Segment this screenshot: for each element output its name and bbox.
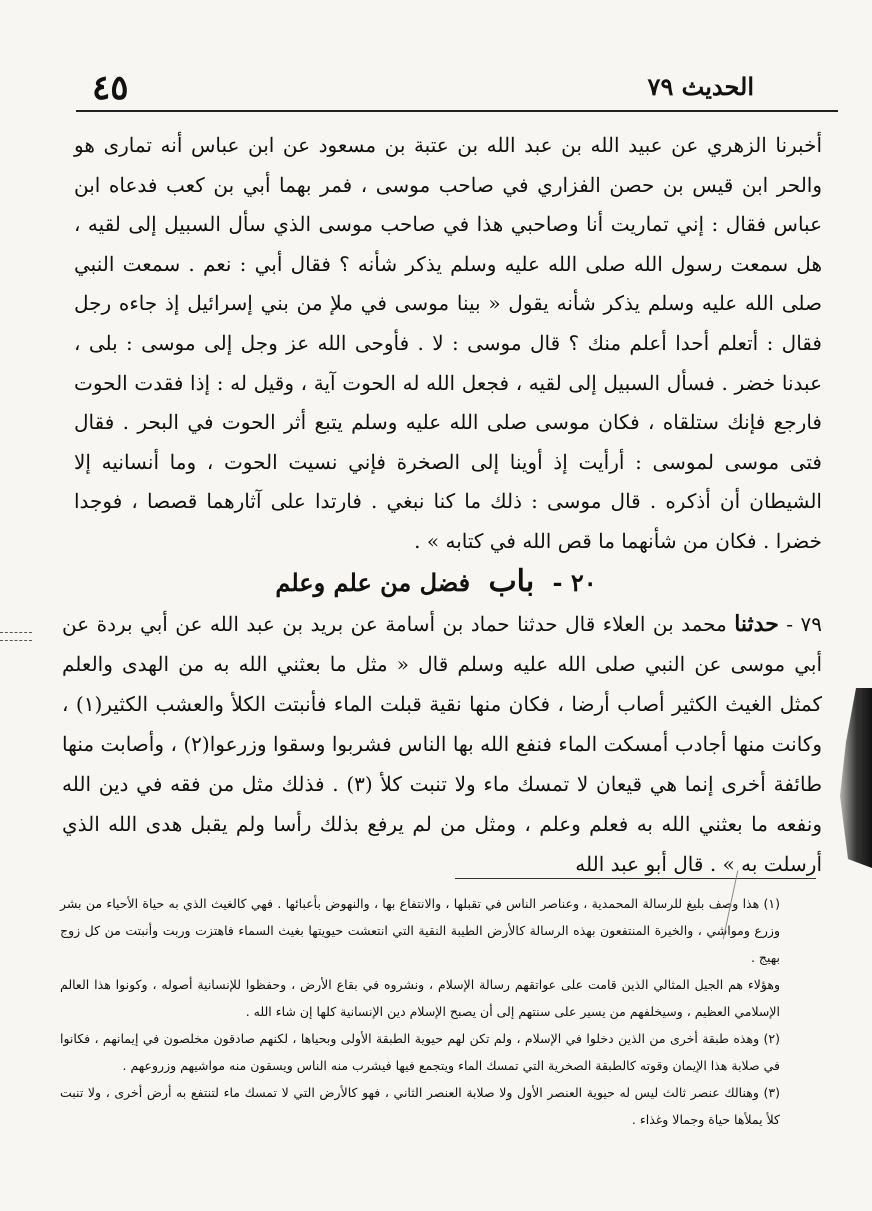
chapter-bab: باب bbox=[488, 564, 535, 599]
hadith-79-block bbox=[62, 604, 822, 884]
footnote-3: (٣) وهنالك عنصر ثالث ليس له حيوية العنصر الأول ولا صلابة العنصر الثاني ، فهو كالأرض التي لا تمسك ماء لتنتفع به أرض أخرى ، ولا تنبت كلأ يملأها حياة وجمالا وغذاء . bbox=[60, 1085, 780, 1127]
margin-mark bbox=[0, 640, 32, 641]
chapter-number: ٢٠ - bbox=[552, 568, 597, 597]
footnote-1: (١) هذا وصف بليغ للرسالة المحمدية ، وعناصر الناس في تقبلها ، والانتفاع بها ، والنهوض بأعبائها . فهي كالغيث الذي به حياة الأحياء من بشر وزرع ومواشي ، والخيرة المنتفعون بهذه الرسالة كالأرض الطيبة النقية التي انتعشت حيويتها بغيث السماء فاهتزت وربت وأنبتت من كل زوج بهيج . bbox=[60, 896, 780, 965]
header-title: الحديث ٧٩ bbox=[647, 72, 754, 101]
chapter-heading bbox=[0, 552, 872, 612]
footnote-rule bbox=[455, 878, 816, 879]
margin-mark bbox=[0, 632, 32, 633]
running-header bbox=[0, 62, 872, 110]
hadith-number: ٧٩ - bbox=[786, 612, 822, 636]
footnote-1-continued: وهؤلاء هم الجيل المثالي الذين قامت على عواتقهم رسالة الإسلام ، ونشروه في بقاع الأرض ، وحفظوا للإنسانية أصوله ، وكونوا هذا العالم الإسلامي العظيم ، وسيخلفهم من يسير على سنتهم إلى أن يصبح الإسلام دين الإنسانية كلها إن شاء الله . bbox=[60, 977, 780, 1019]
hadith-text: محمد بن العلاء قال حدثنا حماد بن أسامة عن بريد بن عبد الله عن أبي بردة عن أبي موسى عن النبي صلى الله عليه وسلم قال « مثل ما بعثني الله به من الهدى والعلم كمثل الغيث الكثير أصاب أرضا ، فكان منها نقية قبلت الماء فأنبتت الكلأ والعشب الكثير(١) ، وكانت منها أجادب أمسكت الماء فنفع الله بها الناس فشربوا وسقوا وزرعوا(٢) ، وأصابت منها طائفة أخرى إنما هي قيعان لا تمسك ماء ولا تنبت كلأ (٣) . فذلك مثل من فقه في دين الله ونفعه ما بعثني الله به فعلم وعلم ، ومثل من لم يرفع بذلك رأسا ولم يقبل هدى الله الذي أرسلت به » . قال أبو عبد الله bbox=[62, 612, 823, 876]
chapter-title: فضل من علم وعلم bbox=[275, 568, 471, 597]
page-number: ٤٥ bbox=[92, 68, 129, 108]
footnote-2: (٢) وهذه طبقة أخرى من الذين دخلوا في الإسلام ، ولم تكن لهم حيوية الطبقة الأولى وبحياها ، لكنهم صادقون مخلصون في إيمانهم ، فكانوا في صلابة هذا الإيمان وقوته كالطبقة الصخرية التي تمسك الماء ويتجمع فيها فيشرب منه الناس ويسقون منه مواشيهم وزروعهم . bbox=[60, 1031, 780, 1073]
footnotes-block bbox=[60, 890, 780, 1133]
haddathana-word: حدثنا bbox=[734, 611, 779, 637]
hadith-78-continuation: أخبرنا الزهري عن عبيد الله بن عبد الله بن عتبة بن مسعود عن ابن عباس أنه تمارى هو والحر ابن قيس بن حصن الفزاري في صاحب موسى ، فمر بهما أبي بن كعب فدعاه ابن عباس فقال : إني تماريت أنا وصاحبي هذا في صاحب موسى الذي سأل السبيل إلى لقيه ، هل سمعت رسول الله صلى الله عليه وسلم يذكر شأنه ؟ فقال أبي : نعم . سمعت النبي صلى الله عليه وسلم يذكر شأنه يقول « بينا موسى في ملإ من بني إسرائيل إذ جاءه رجل فقال : أتعلم أحدا أعلم منك ؟ قال موسى : لا . فأوحى الله عز وجل إلى موسى : بلى ، عبدنا خضر . فسأل السبيل إلى لقيه ، فجعل الله له الحوت آية ، وقيل له : إذا فقدت الحوت فارجع فإنك ستلقاه ، فكان موسى صلى الله عليه وسلم يتبع أثر الحوت في البحر . فقال فتى موسى لموسى : أرأيت إذ أوينا إلى الصخرة فإني نسيت الحوت ، وما أنسانيه إلا الشيطان أن أذكره . قال موسى : ذلك ما كنا نبغي . فارتدا على آثارهما قصصا ، فوجدا خضرا . فكان من شأنهما ما قص الله في كتابه » . bbox=[74, 133, 822, 553]
header-rule bbox=[76, 110, 838, 112]
scan-shadow bbox=[832, 688, 872, 868]
main-text-block bbox=[74, 126, 822, 562]
